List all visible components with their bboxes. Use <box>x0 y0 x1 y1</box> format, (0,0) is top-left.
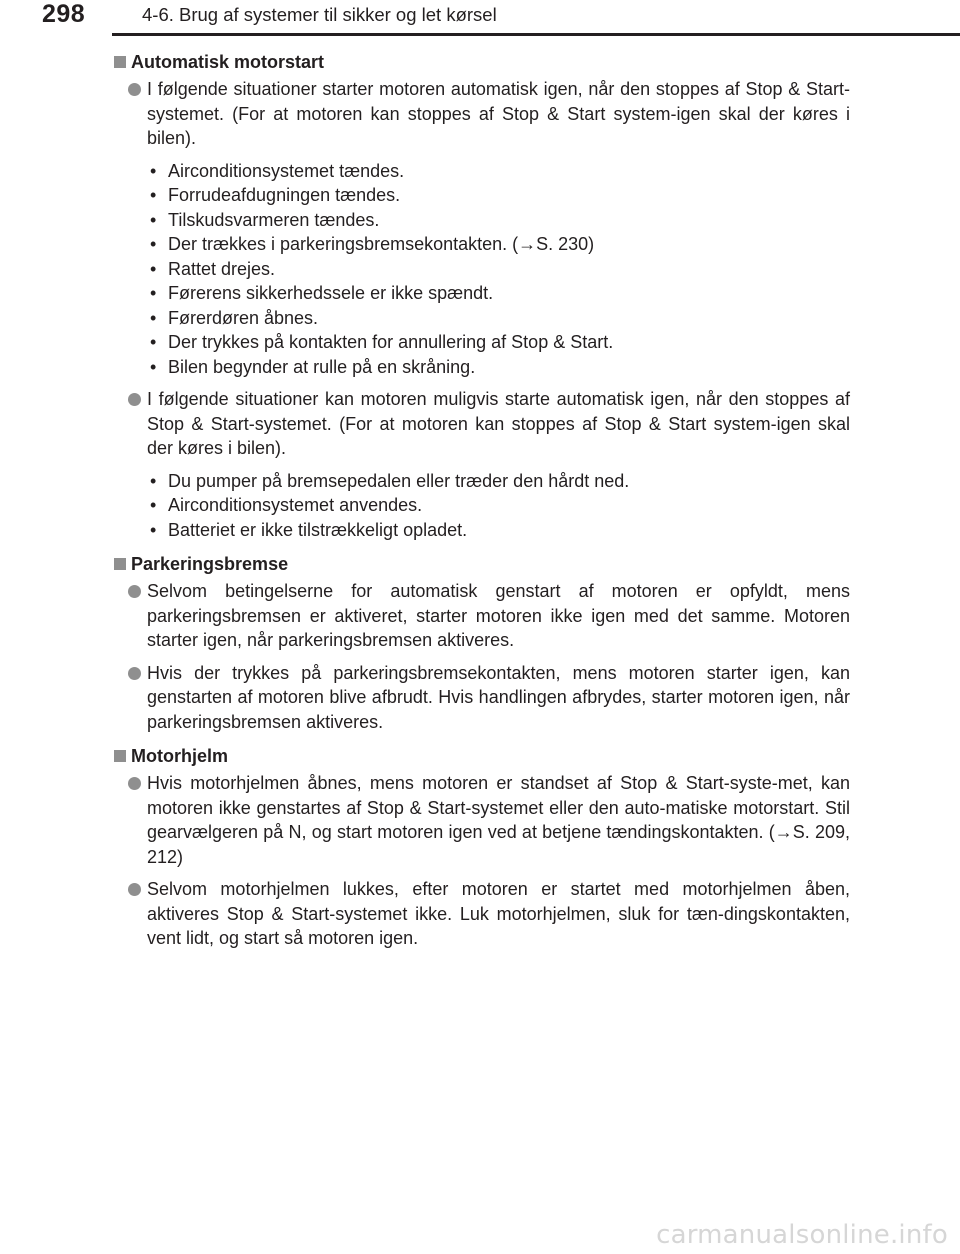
bullet-icon: • <box>150 470 157 491</box>
section-heading <box>112 552 850 576</box>
list-item <box>147 281 850 306</box>
paragraph-text: I følgende situationer kan motoren muligvis starte automatisk igen, når den stoppes af Stop & Start-systemet. (For at motoren kan stoppes af Stop & Start system-igen skal der køres i bilen). <box>147 389 850 458</box>
paragraph-text: Hvis motorhjelmen åbnes, mens motoren er standset af Stop & Start-syste-met, kan motoren ikke genstartes af Stop & Start-systemet eller den auto-matiske motorstart. Stil gearvælgeren på N, og start motoren igen ved at betjene tændingskontakten. (→S. 209, 212) <box>147 773 850 867</box>
paragraph <box>112 661 850 735</box>
bullet-icon: • <box>150 258 157 279</box>
list-item-text: Rattet drejes. <box>168 258 276 279</box>
list-item-text: Bilen begynder at rulle på en skråning. <box>168 356 476 377</box>
square-marker-icon <box>114 558 126 570</box>
list-item <box>147 469 850 494</box>
circle-bullet-icon <box>128 883 141 896</box>
section-heading-text: Automatisk motorstart <box>131 52 325 72</box>
list-item <box>147 159 850 184</box>
list-item-text: Airconditionsystemet tændes. <box>168 160 405 181</box>
section <box>112 552 850 734</box>
paragraph <box>112 877 850 951</box>
paragraph-text: Selvom betingelserne for automatisk genstart af motoren er opfyldt, mens parkeringsbremsen er aktiveret, starter motoren ikke igen med det samme. Motoren starter igen, når parkeringsbremsen aktiveres. <box>147 581 850 650</box>
bullet-icon: • <box>150 495 157 515</box>
bullet-icon: • <box>150 519 157 540</box>
bullet-icon: • <box>150 234 157 254</box>
list-item-text: Der trækkes i parkeringsbremsekontakten. (→S. 230) <box>168 234 595 254</box>
list-item-text: Batteriet er ikke tilstrækkeligt opladet. <box>168 519 468 540</box>
chapter-title: 4-6. Brug af systemer til sikker og let kørsel <box>142 4 497 25</box>
list-item <box>147 306 850 331</box>
list-item <box>147 232 850 257</box>
paragraph-text: I følgende situationer starter motoren automatisk igen, når den stoppes af Stop & Start-systemet. (For at motoren kan stoppes af Stop & Start system-igen skal der køres i bilen). <box>147 79 850 148</box>
circle-bullet-icon <box>128 777 141 790</box>
list-item-text: Du pumper på bremsepedalen eller træder den hårdt ned. <box>168 470 630 491</box>
bullet-icon: • <box>150 209 157 230</box>
bullet-list <box>112 469 850 543</box>
bullet-icon: • <box>150 332 157 352</box>
list-item-text: Førerens sikkerhedssele er ikke spændt. <box>168 283 494 303</box>
paragraph <box>112 579 850 653</box>
circle-bullet-icon <box>128 585 141 598</box>
paragraph <box>112 77 850 151</box>
watermark: carmanualsonline.info <box>656 1220 948 1250</box>
list-item <box>147 257 850 282</box>
square-marker-icon <box>114 750 126 762</box>
bullet-icon: • <box>150 356 157 377</box>
section <box>112 50 850 542</box>
list-item <box>147 493 850 518</box>
paragraph <box>112 387 850 461</box>
list-item-text: Tilskudsvarmeren tændes. <box>168 209 380 230</box>
list-item-text: Forrudeafdugningen tændes. <box>168 185 401 205</box>
list-item <box>147 518 850 543</box>
list-item <box>147 208 850 233</box>
list-item-text: Der trykkes på kontakten for annullering af Stop & Start. <box>168 332 614 352</box>
bullet-icon: • <box>150 185 157 205</box>
page-number: 298 <box>42 0 86 28</box>
page-content <box>112 50 850 961</box>
bullet-icon: • <box>150 160 157 181</box>
list-item <box>147 330 850 355</box>
circle-bullet-icon <box>128 667 141 680</box>
bullet-icon: • <box>150 283 157 303</box>
paragraph <box>112 771 850 869</box>
header-rule <box>112 33 960 36</box>
section-heading-text: Parkeringsbremse <box>131 554 289 574</box>
circle-bullet-icon <box>128 393 141 406</box>
paragraph-text: Hvis der trykkes på parkeringsbremsekontakten, mens motoren starter igen, kan genstarten af motoren blive afbrudt. Hvis handlingen afbrydes, starter motoren igen, når parkeringsbremsen aktiveres. <box>147 662 850 732</box>
section <box>112 744 850 951</box>
list-item <box>147 355 850 380</box>
section-heading <box>112 50 850 74</box>
circle-bullet-icon <box>128 83 141 96</box>
section-heading <box>112 744 850 768</box>
paragraph-text: Selvom motorhjelmen lukkes, efter motoren er startet med motorhjelmen åben, aktiveres Stop & Start-systemet ikke. Luk motorhjelmen, sluk for tæn-dingskontakten, vent lidt, og start så motoren igen. <box>147 879 850 948</box>
bullet-icon: • <box>150 307 157 328</box>
list-item-text: Førerdøren åbnes. <box>168 307 319 328</box>
section-heading-text: Motorhjelm <box>131 746 228 766</box>
square-marker-icon <box>114 56 126 68</box>
bullet-list <box>112 159 850 380</box>
page-header <box>0 0 960 40</box>
list-item <box>147 183 850 208</box>
list-item-text: Airconditionsystemet anvendes. <box>168 495 423 515</box>
